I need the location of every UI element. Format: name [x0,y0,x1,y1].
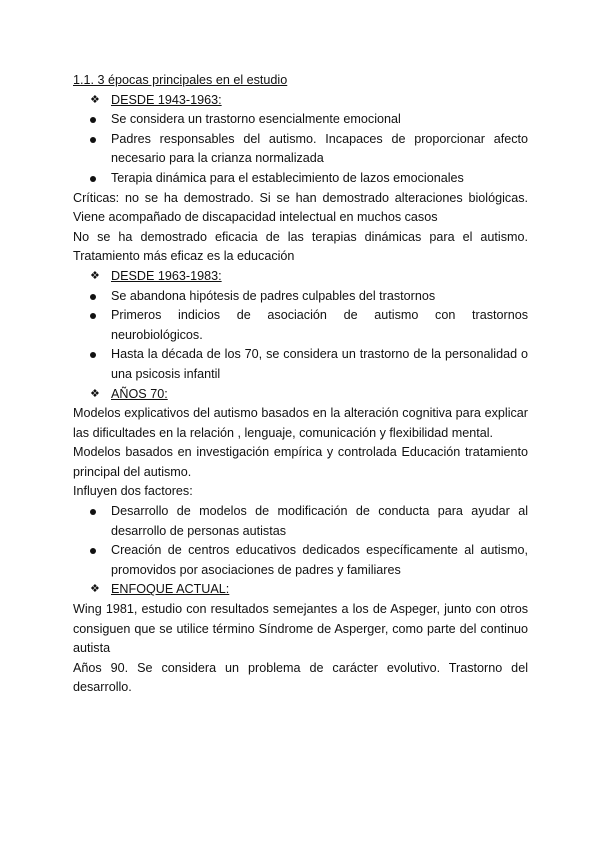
paragraph: Críticas: no se ha demostrado. Si se han demostrado alteraciones biológicas. Viene acompañado de discapacidad intelectual en muchos casos [73,190,528,225]
list-item-text: Se considera un trastorno esencialmente emocional [111,112,401,127]
diamond-bullet-icon: ❖ [90,93,100,106]
bullet-dot-icon [90,117,96,123]
list-item-text: Hasta la década de los 70, se considera un trastorno de la personalidad o una psicosis infantil [111,347,528,381]
section-heading-1963-1983 [73,267,528,287]
diamond-bullet-icon: ❖ [90,269,100,282]
bullet-dot-icon [90,137,96,143]
list-item-text: Desarrollo de modelos de modificación de conducta para ayudar al desarrollo de personas autistas [111,504,528,538]
list-item-text: Creación de centros educativos dedicados específicamente al autismo, promovidos por asociaciones de padres y familiares [111,543,528,577]
diamond-bullet-icon: ❖ [90,583,100,596]
list-item-text: Se abandona hipótesis de padres culpables del trastornos [111,288,436,303]
section-label: DESDE 1943-1963: [111,92,222,107]
section-heading-1943-1963 [73,91,528,111]
list-item [73,130,528,169]
bullet-list [73,287,528,385]
paragraph: Wing 1981, estudio con resultados semejantes a los de Aspeger, junto con otros consiguen que se utilice término Síndrome de Asperger, como parte del continuo autista [73,602,528,656]
list-item [73,169,528,189]
paragraph: Influyen dos factores: [73,484,193,499]
list-item [73,345,528,384]
bullet-dot-icon [90,548,96,554]
section-heading-anos-70 [73,385,528,405]
bullet-dot-icon [90,509,96,515]
list-item-text: Terapia dinámica para el establecimiento de lazos emocionales [111,170,464,185]
bullet-dot-icon [90,294,96,300]
diamond-bullet-icon: ❖ [90,387,100,400]
bullet-list [73,502,528,580]
page-title: 1.1. 3 épocas principales en el estudio [73,73,288,87]
list-item-text: Primeros indicios de asociación de autismo con trastornos neurobiológicos. [111,308,528,342]
paragraph: Años 90. Se considera un problema de carácter evolutivo. Trastorno del desarrollo. [73,660,528,695]
bullet-dot-icon [90,313,96,319]
bullet-dot-icon [90,352,96,358]
document-body [73,71,528,698]
list-item [73,306,528,345]
section-label: AÑOS 70: [111,386,168,401]
bullet-dot-icon [90,176,96,182]
section-label: ENFOQUE ACTUAL: [111,582,230,597]
list-item [73,502,528,541]
section-label: DESDE 1963-1983: [111,268,222,283]
list-item [73,287,528,307]
section-heading-enfoque-actual [73,580,528,600]
bullet-list [73,110,528,188]
list-item [73,541,528,580]
list-item-text: Padres responsables del autismo. Incapaces de proporcionar afecto necesario para la crianza normalizada [111,131,528,166]
list-item [73,110,528,130]
paragraph: Modelos basados en investigación empírica y controlada Educación tratamiento principal del autismo. [73,445,528,479]
paragraph: No se ha demostrado eficacia de las terapias dinámicas para el autismo. Tratamiento más eficaz es la educación [73,229,528,264]
paragraph: Modelos explicativos del autismo basados en la alteración cognitiva para explicar las dificultades en la relación , lenguaje, comunicación y flexibilidad mental. [73,406,528,440]
